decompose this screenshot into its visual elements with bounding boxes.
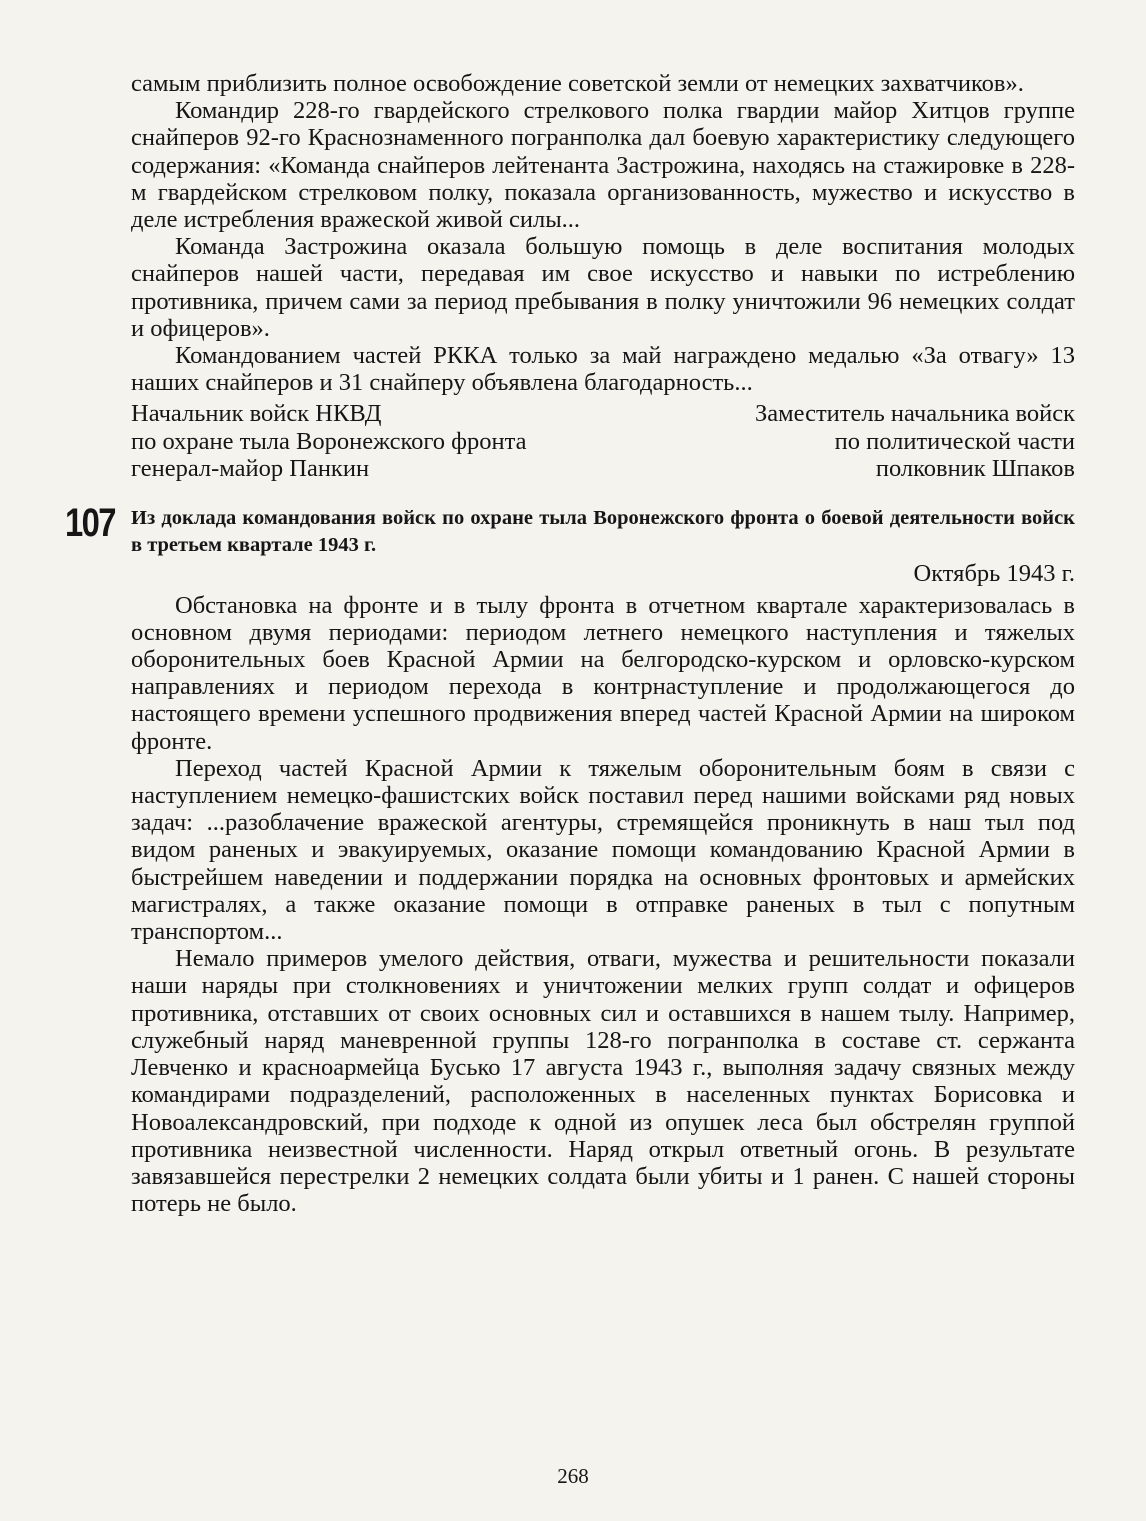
document-paragraph-3: Немало примеров умелого действия, отваги, мужества и решительности показали наши наряды при столкновениях и уничтожении мелких групп солдат и офицеров противника, отставших от своих основных сил и оставшихся в нашем тылу. Например, служебный наряд маневренной группы 128-го погранполка в составе ст. сержанта Левченко и красноармейца Бусько 17 августа 1943 г., выполняя задачу связных между командирами подразделений, расположенных в населенных пунктах Борисовка и Новоалександровский, при подходе к одной из опушек леса был обстрелян группой противника неизвестной численности. Наряд открыл ответный огонь. В результате завязавшейся перестрелки 2 немецких солдата были убиты и 1 ранен. С нашей стороны потерь не было. [131, 945, 1075, 1218]
signature-left-line-1: Начальник войск НКВД [131, 400, 382, 428]
signature-right-line-3: полковник Шпаков [875, 454, 1075, 482]
document-header [65, 501, 1075, 560]
signature-block [131, 400, 1075, 482]
document-paragraph-1: Обстановка на фронте и в тылу фронта в отчетном квартале характеризовалась в основном двумя периодами: периодом летнего немецкого наступления и тяжелых оборонительных боев Красной Армии на белгородско-курском и орловско-курском направлениях и периодом перехода в контрнаступление и продолжающегося до настоящего времени успешного продвижения вперед частей Красной Армии на широком фронте. [131, 591, 1075, 755]
signature-right-line-2: по политической части [834, 427, 1075, 455]
document-paragraph-2: Переход частей Красной Армии к тяжелым оборонительным боям в связи с наступлением немецко-фашистских войск поставил перед нашими войсками ряд новых задач: ...разоблачение вражеской агентуры, стремящейся проникнуть в наш тыл под видом раненых и эвакуируемых, оказание помощи командованию Красной Армии в быстрейшем наведении и поддержании порядка на основных фронтовых и армейских магистралях, а также оказание помощи в отправке раненых в тыл с попутным транспортом... [131, 754, 1075, 946]
signature-right-line-1: Заместитель начальника войск [754, 400, 1075, 428]
intro-paragraph-3: Команда Застрожина оказала большую помощь в деле воспитания молодых снайперов нашей части, передавая им свое искусство и навыки по истреблению противника, причем сами за период пребывания в полку уничтожили 96 немецких солдат и офицеров». [131, 233, 1075, 342]
signature-left-line-3: генерал-майор Панкин [131, 454, 370, 482]
document-number: 107 [65, 501, 115, 546]
intro-paragraph-1: самым приблизить полное освобождение советской земли от немецких захватчиков». [131, 70, 1024, 97]
intro-paragraph-4: Командованием частей РККА только за май награждено медалью «За отвагу» 13 наших снайперов и 31 снайперу объявлена благодарность... [131, 342, 1075, 397]
document-title: Из доклада командования войск по охране тыла Воронежского фронта о боевой деятельности войск в третьем квартале 1943 г. [131, 507, 1075, 557]
text-column [65, 70, 1075, 1218]
signature-left [131, 400, 527, 482]
intro-paragraph-2: Командир 228-го гвардейского стрелкового полка гвардии майор Хитцов группе снайперов 92-го Краснознаменного погранполка дал боевую характеристику следующего содержания: «Команда снайперов лейтенанта Застрожина, находясь на стажировке в 228-м гвардейском стрелковом полку, показала организованность, мужество и искусство в деле истребления вражеской живой силы... [131, 97, 1075, 234]
document-date: Октябрь 1943 г. [913, 560, 1075, 588]
signature-left-line-2: по охране тыла Воронежского фронта [131, 427, 527, 455]
page-number: 268 [557, 1464, 589, 1488]
signature-right [755, 400, 1075, 482]
